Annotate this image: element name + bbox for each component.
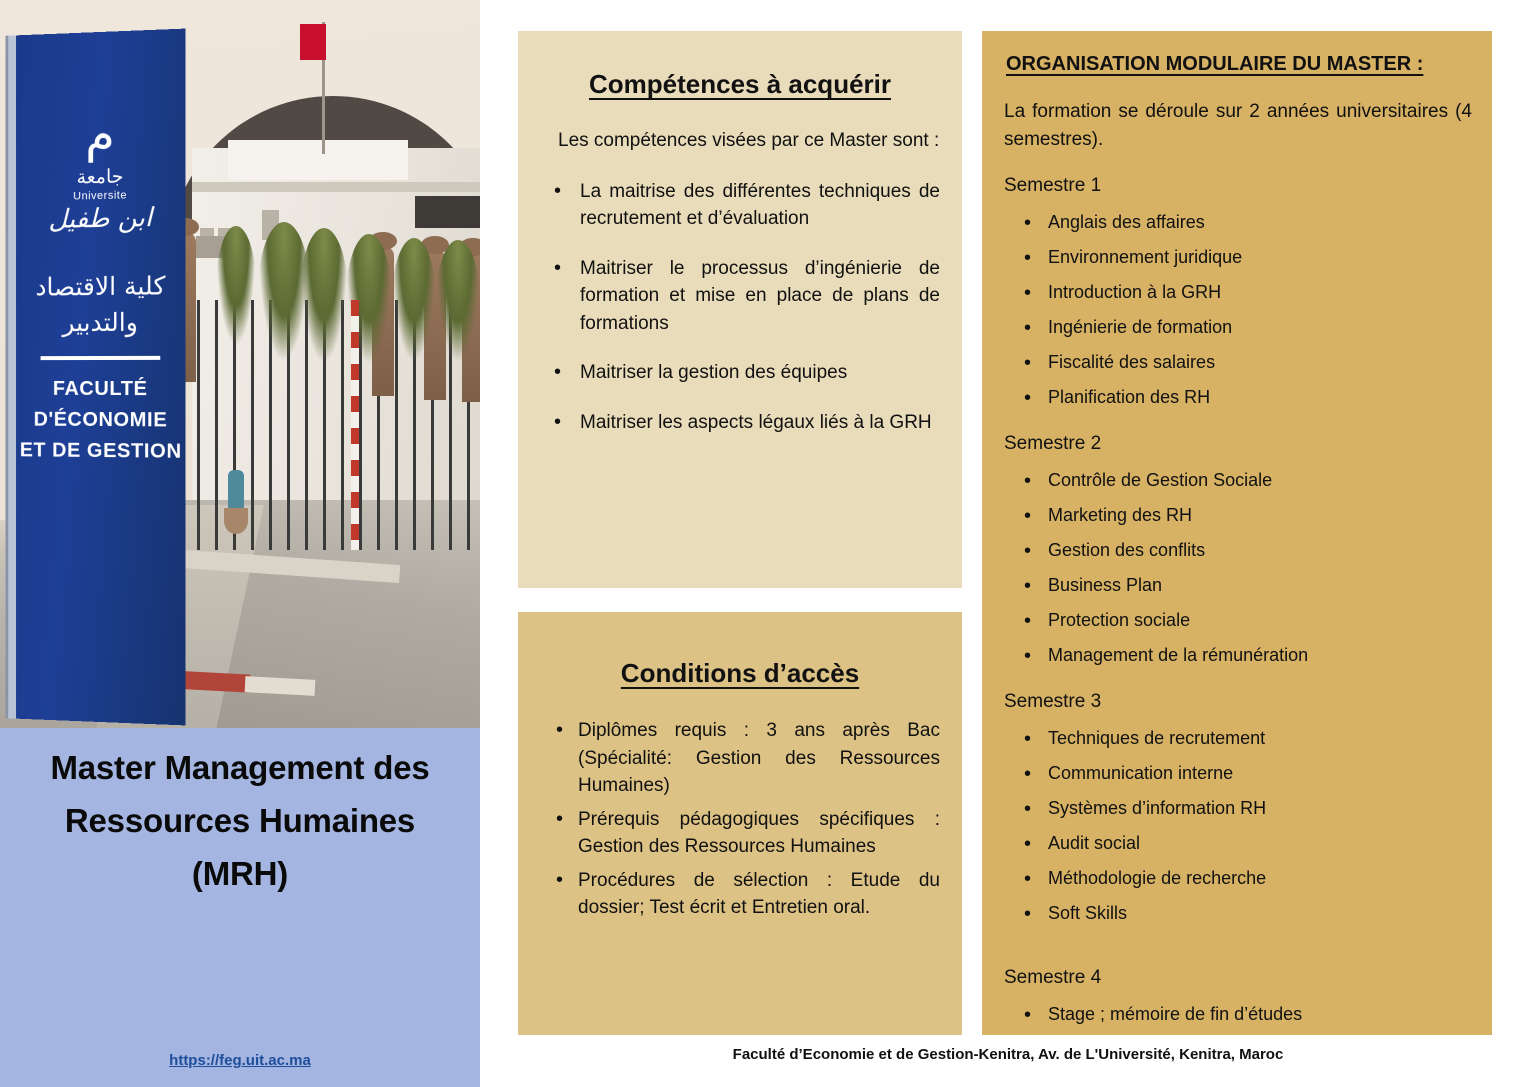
- organisation-title: ORGANISATION MODULAIRE DU MASTER :: [1006, 53, 1424, 75]
- organisation-intro: La formation se déroule sur 2 années universitaires (4 semestres).: [1004, 101, 1472, 150]
- semester-block-4: [1002, 967, 1472, 1028]
- list-item: • Environnement juridique: [1002, 244, 1472, 271]
- semester-label: Semestre 4: [1004, 967, 1102, 989]
- module-list: [1002, 1001, 1472, 1028]
- module-list: [1002, 209, 1472, 411]
- list-item: • Fiscalité des salaires: [1002, 349, 1472, 376]
- semester-label: Semestre 3: [1004, 691, 1102, 713]
- palm-tree: [300, 228, 348, 364]
- sign-arabic-university: جامعة: [76, 165, 124, 189]
- program-title-panel: [0, 728, 480, 1087]
- sign-arabic-logo: م: [85, 106, 115, 164]
- conditions-card: [518, 612, 962, 1035]
- page-title: Master Management des Ressources Humaines (MRH): [50, 749, 430, 892]
- semester-block-3: [1002, 691, 1472, 927]
- list-item: • Protection sociale: [1002, 607, 1472, 634]
- competences-intro: Les compétences visées par ce Master sont :: [558, 130, 940, 151]
- semester-block-2: [1002, 433, 1472, 669]
- faculty-sign-board: [16, 29, 186, 726]
- list-item: • Communication interne: [1002, 760, 1472, 787]
- list-item: • Maitriser les aspects légaux liés à la GRH: [540, 409, 940, 437]
- competences-title: Compétences à acquérir: [588, 69, 891, 99]
- palm-tree: [216, 226, 256, 346]
- list-item: • Planification des RH: [1002, 384, 1472, 411]
- list-item: • Management de la rémunération: [1002, 642, 1472, 669]
- left-column: [0, 0, 480, 1087]
- list-item: • Systèmes d’information RH: [1002, 795, 1472, 822]
- list-item: • Maitriser la gestion des équipes: [540, 359, 940, 387]
- list-item: • Diplômes requis : 3 ans après Bac (Spécialité: Gestion des Ressources Humaines): [540, 717, 940, 800]
- moroccan-flag-icon: [300, 24, 326, 60]
- street-lamp: [228, 470, 244, 512]
- sign-french-line1: FACULTÉ: [52, 377, 148, 401]
- list-item: • Méthodologie de recherche: [1002, 865, 1472, 892]
- list-item: • Marketing des RH: [1002, 502, 1472, 529]
- module-list: [1002, 467, 1472, 669]
- list-item: • Introduction à la GRH: [1002, 279, 1472, 306]
- competences-list: [540, 178, 940, 437]
- sign-arabic-faculty-line1: كلية الاقتصاد: [35, 271, 166, 302]
- list-item: • La maitrise des différentes techniques de recrutement et d’évaluation: [540, 178, 940, 233]
- sign-french-line2: D'ÉCONOMIE: [33, 408, 168, 432]
- semester-label: Semestre 2: [1004, 433, 1102, 455]
- list-item: • Audit social: [1002, 830, 1472, 857]
- list-item: • Prérequis pédagogiques spécifiques : Gestion des Ressources Humaines: [540, 806, 940, 861]
- list-item: • Gestion des conflits: [1002, 537, 1472, 564]
- list-item: • Stage ; mémoire de fin d’études: [1002, 1001, 1472, 1028]
- conditions-title: Conditions d’accès: [620, 658, 860, 688]
- list-item: • Anglais des affaires: [1002, 209, 1472, 236]
- organisation-card: [982, 31, 1492, 1035]
- competences-card: [518, 31, 962, 588]
- footer-address: Faculté d’Economie et de Gestion-Kenitra, Av. de L'Université, Kenitra, Maroc: [732, 1046, 1284, 1063]
- list-item: • Contrôle de Gestion Sociale: [1002, 467, 1472, 494]
- palm-tree: [392, 238, 436, 362]
- building-roof-shadow: [415, 196, 480, 228]
- sign-divider: [41, 356, 161, 360]
- palm-tree: [436, 240, 480, 362]
- faculty-website-link[interactable]: https://feg.uit.ac.ma: [169, 1052, 311, 1069]
- module-list: [1002, 725, 1472, 927]
- sign-arabic-faculty-line2: والتدبير: [62, 307, 138, 338]
- semester-block-1: [1002, 175, 1472, 411]
- sign-arabic-script: ابن طفيل: [48, 203, 153, 236]
- sign-french-line3: ET DE GESTION: [19, 439, 182, 463]
- list-item: • Procédures de sélection : Etude du dossier; Test écrit et Entretien oral.: [540, 867, 940, 922]
- list-item: • Soft Skills: [1002, 900, 1472, 927]
- conditions-list: [540, 717, 940, 922]
- semester-label: Semestre 1: [1004, 175, 1102, 197]
- building-eave-shadow: [192, 182, 480, 192]
- striped-bollard: [351, 300, 359, 550]
- list-item: • Maitriser le processus d’ingénierie de formation et mise en place de plans de formations: [540, 255, 940, 338]
- sign-latin-university: Universite: [73, 189, 127, 203]
- list-item: • Business Plan: [1002, 572, 1472, 599]
- list-item: • Techniques de recrutement: [1002, 725, 1472, 752]
- faculty-entrance-photo: [0, 0, 480, 730]
- building-upper-block: [228, 140, 408, 180]
- list-item: • Ingénierie de formation: [1002, 314, 1472, 341]
